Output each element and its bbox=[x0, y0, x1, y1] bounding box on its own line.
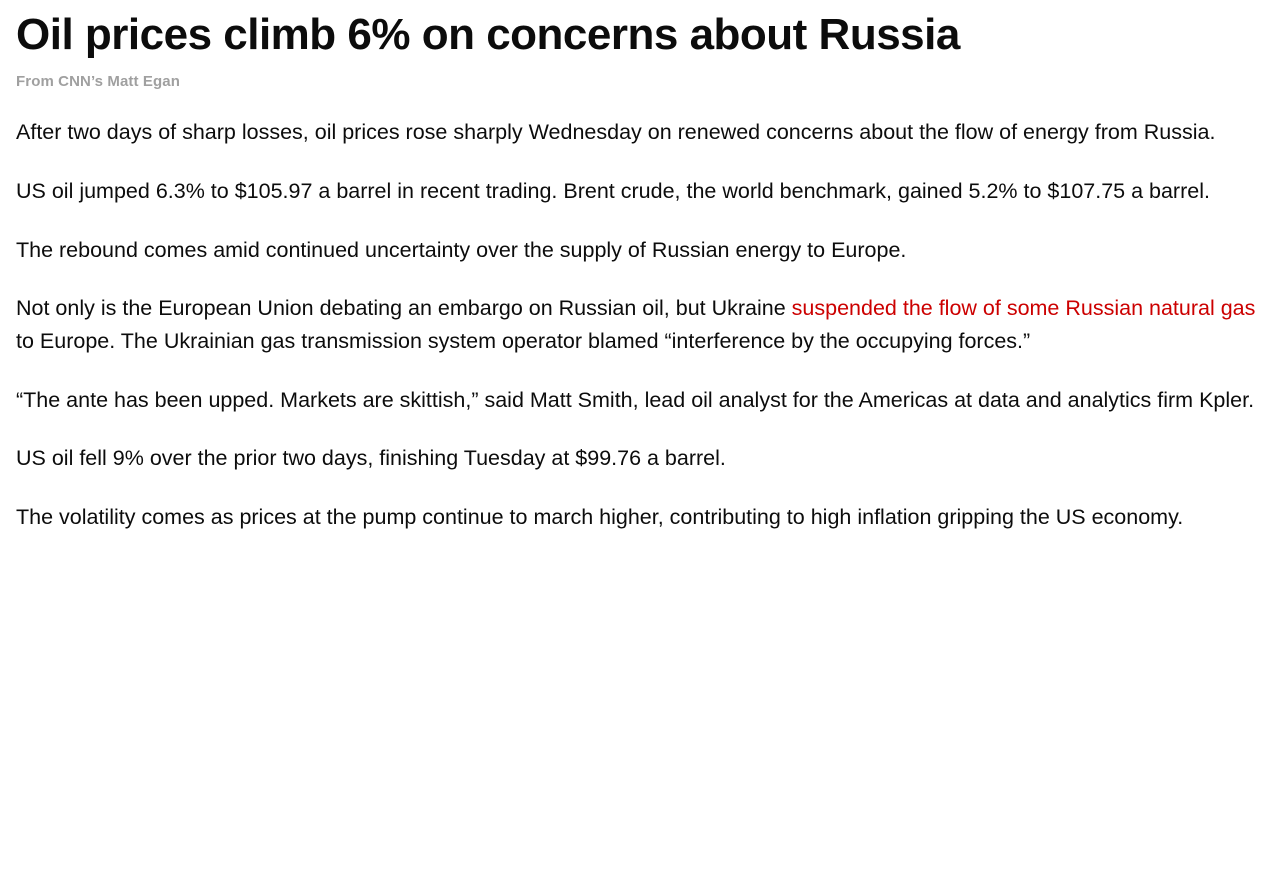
article-paragraph bbox=[16, 292, 1264, 357]
paragraph-text-after-link: to Europe. The Ukrainian gas transmission system operator blamed “interference by the occupying forces.” bbox=[16, 328, 1031, 353]
article-paragraph: The volatility comes as prices at the pump continue to march higher, contributing to high inflation gripping the US economy. bbox=[16, 504, 1184, 529]
byline: From CNN’s Matt Egan bbox=[16, 73, 180, 91]
paragraph-text-before-link: Not only is the European Union debating an embargo on Russian oil, but Ukraine bbox=[16, 296, 792, 321]
page-title: Oil prices climb 6% on concerns about Russia bbox=[16, 10, 960, 59]
article-paragraph: US oil fell 9% over the prior two days, finishing Tuesday at $99.76 a barrel. bbox=[16, 446, 726, 471]
article-paragraph: “The ante has been upped. Markets are skittish,” said Matt Smith, lead oil analyst for the Americas at data and analytics firm Kpler. bbox=[16, 387, 1255, 412]
article-paragraph: After two days of sharp losses, oil prices rose sharply Wednesday on renewed concerns about the flow of energy from Russia. bbox=[16, 120, 1216, 145]
article-paragraph: The rebound comes amid continued uncertainty over the supply of Russian energy to Europe. bbox=[16, 237, 907, 262]
suspended-gas-flow-link[interactable]: suspended the flow of some Russian natural gas bbox=[791, 296, 1256, 321]
article-paragraph: US oil jumped 6.3% to $105.97 a barrel in recent trading. Brent crude, the world benchmark, gained 5.2% to $107.75 a barrel. bbox=[16, 178, 1210, 203]
